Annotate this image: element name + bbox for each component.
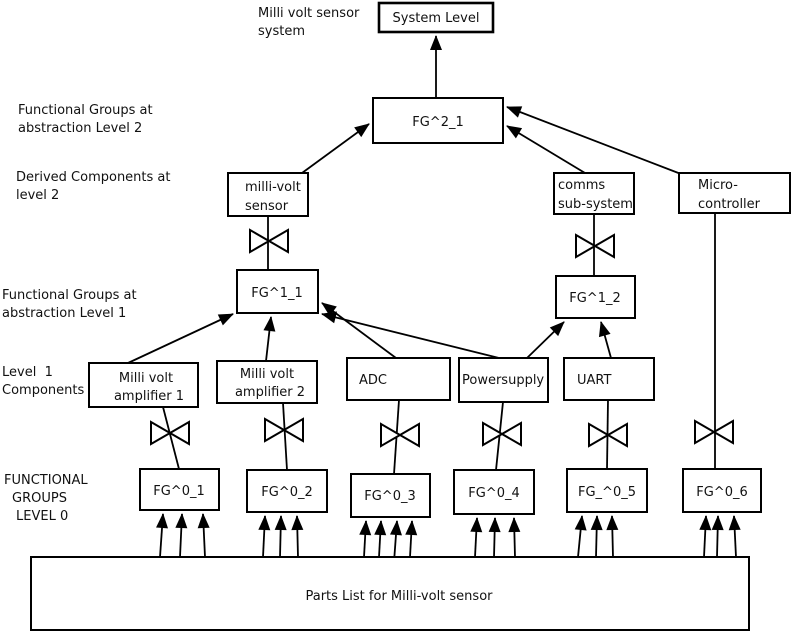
fg-1-1-label: FG^1_1	[251, 286, 303, 301]
edge-parts-fg04-a	[475, 518, 477, 557]
edge-amp2-to-fg11	[266, 317, 271, 361]
node-fg-1-1	[237, 270, 318, 313]
node-powersupply	[459, 358, 548, 402]
caption-fg-level2-1: Functional Groups at	[18, 103, 153, 118]
caption-components-2: Components	[2, 383, 85, 398]
edge-parts-fg03-a	[364, 521, 366, 557]
fg-0-1-label: FG^0_1	[153, 484, 205, 499]
edge-micro-to-fg21	[507, 107, 681, 174]
caption-level0-1: FUNCTIONAL	[4, 473, 88, 488]
bowtie-amp1-icon	[151, 422, 189, 444]
side-captions	[2, 6, 360, 524]
fg-2-1-label: FG^2_1	[412, 115, 464, 130]
node-fg-2-1	[373, 98, 503, 143]
node-amplifier-1	[89, 363, 198, 407]
node-fg-0-1	[140, 469, 219, 510]
caption-components-1: Level 1	[2, 365, 53, 380]
edge-sensor-to-fg21	[302, 124, 369, 173]
milli-volt-sensor-label-2: sensor	[245, 199, 289, 214]
amplifier-2-label-2: amplifier 2	[234, 385, 306, 400]
uart-label: UART	[577, 373, 612, 388]
caption-derived-2: level 2	[16, 188, 60, 203]
node-fg-0-5	[567, 469, 647, 512]
edge-parts-fg02-c	[297, 516, 298, 557]
decomposition-symbols	[151, 230, 733, 446]
edge-uart-to-fg12	[601, 322, 611, 358]
bowtie-comms-icon	[576, 235, 614, 257]
milli-volt-sensor-label-1: milli-volt	[245, 180, 301, 195]
edge-parts-fg01-c	[203, 514, 205, 557]
caption-fg-level2-2: abstraction Level 2	[18, 121, 143, 136]
caption-fg-level1-1: Functional Groups at	[2, 288, 137, 303]
bowtie-micro-icon	[695, 421, 733, 443]
node-milli-volt-sensor	[228, 173, 308, 216]
edge-amp1-to-fg01	[163, 407, 179, 469]
edge-parts-fg03-b	[379, 521, 381, 557]
caption-system-1: Milli volt sensor	[258, 6, 360, 21]
edge-parts-fg05-b	[596, 516, 597, 557]
fg-0-3-label: FG^0_3	[364, 489, 416, 504]
edge-amp2-to-fg02	[283, 403, 287, 470]
edge-parts-fg02-a	[263, 516, 265, 557]
edge-parts-fg06-a	[704, 516, 706, 557]
edge-psu-to-fg11	[322, 314, 499, 358]
edge-parts-fg05-c	[612, 516, 613, 557]
caption-level0-2: GROUPS	[12, 491, 67, 506]
edge-parts-fg04-b	[494, 518, 495, 557]
amplifier-2-label-1: Milli volt	[239, 367, 295, 382]
edge-parts-fg02-b	[280, 516, 281, 557]
micro-label-2: controller	[698, 197, 761, 212]
edge-parts-fg06-c	[734, 516, 736, 557]
node-parts-list	[31, 557, 749, 630]
powersupply-label: Powersupply	[462, 373, 545, 388]
caption-fg-level1-2: abstraction Level 1	[2, 306, 127, 321]
adc-label: ADC	[359, 373, 387, 388]
amplifier-1-label-1: Milli volt	[118, 371, 174, 386]
node-comms-subsystem	[554, 173, 634, 214]
edge-parts-fg03-d	[410, 521, 412, 557]
amplifier-1-label-2: amplifier 1	[113, 389, 185, 404]
edge-parts-fg01-b	[180, 514, 182, 557]
node-uart	[564, 358, 654, 400]
edge-amp1-to-fg11	[128, 314, 233, 363]
fg-0-5-label: FG_^0_5	[578, 485, 636, 500]
edge-parts-fg03-c	[394, 521, 397, 562]
bowtie-psu-icon	[483, 423, 521, 445]
caption-derived-1: Derived Components at	[16, 170, 171, 185]
node-micro-controller	[679, 173, 790, 213]
node-fg-0-3	[351, 474, 430, 517]
fg-0-4-label: FG^0_4	[468, 486, 520, 501]
parts-list-label: Parts List for Milli-volt sensor	[305, 589, 493, 604]
edge-psu-to-fg12	[527, 322, 564, 358]
bowtie-sensor-icon	[250, 230, 288, 252]
caption-system-2: system	[258, 24, 305, 39]
fg-1-2-label: FG^1_2	[569, 291, 621, 306]
node-adc	[347, 358, 450, 400]
node-fg-0-2	[247, 470, 327, 512]
fg-0-2-label: FG^0_2	[261, 485, 313, 500]
edge-parts-fg06-b	[717, 516, 718, 557]
node-fg-0-4	[454, 470, 534, 514]
node-amplifier-2	[217, 361, 317, 403]
system-level-label: System Level	[392, 11, 480, 26]
edge-parts-fg05-a	[578, 516, 582, 557]
node-fg-1-2	[556, 276, 635, 318]
caption-level0-3: LEVEL 0	[16, 509, 69, 524]
micro-label-1: Micro-	[698, 178, 738, 193]
node-fg-0-6	[683, 469, 761, 512]
comms-label-2: sub-system	[558, 197, 633, 212]
edge-parts-fg01-a	[160, 514, 163, 557]
bowtie-adc-icon	[381, 424, 419, 446]
comms-label-1: comms	[558, 178, 606, 193]
edge-parts-fg04-c	[514, 518, 515, 557]
node-system-level	[379, 3, 493, 32]
fg-0-6-label: FG^0_6	[696, 485, 748, 500]
